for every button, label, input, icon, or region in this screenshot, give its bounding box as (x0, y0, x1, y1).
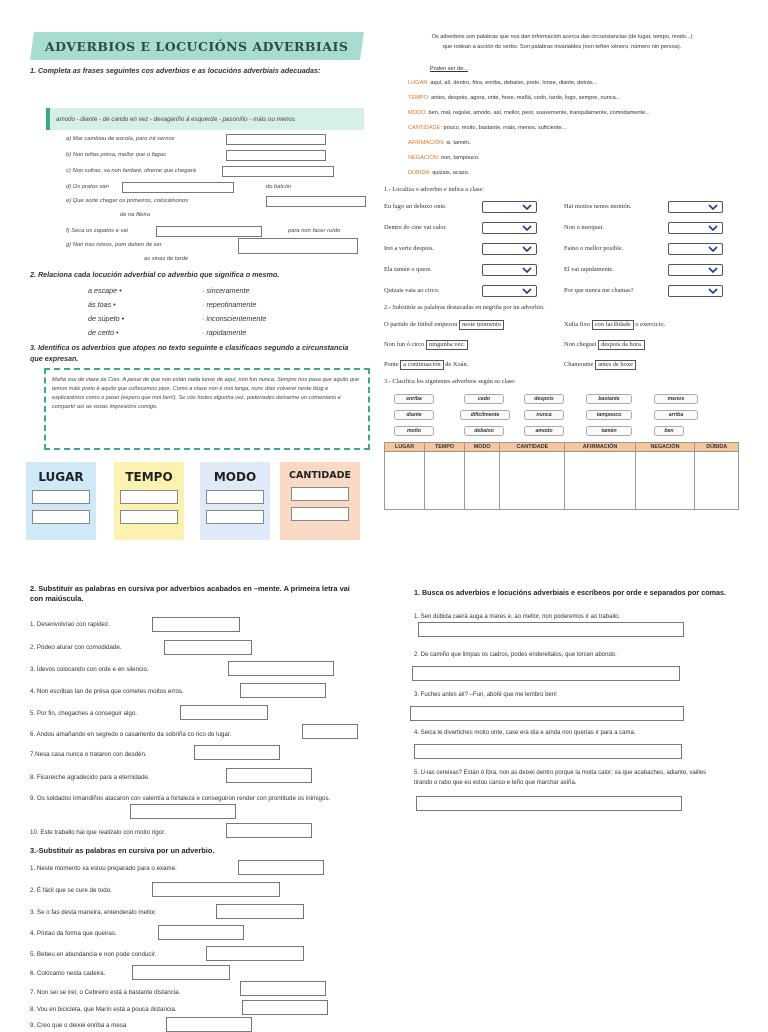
chevron-down-icon (708, 267, 718, 274)
class-values: quizais, acaso. (432, 170, 470, 176)
category-cantidade-field-2[interactable] (291, 507, 349, 521)
adverb-chip[interactable]: enriba (394, 394, 434, 404)
drop-cell[interactable] (695, 452, 739, 510)
class-lugar (408, 80, 597, 86)
category-tempo (114, 462, 184, 540)
chevron-down-icon (522, 225, 532, 232)
answer2-field-6[interactable] (132, 965, 230, 980)
substitute-field-3[interactable]: ningunha vez. (426, 340, 468, 350)
answer2-field-9[interactable] (166, 1017, 252, 1032)
classes-subtitle: Poden ser de... (430, 66, 468, 72)
exercise-3-heading: 3.-Substituír as palabras en cursiva por un adverbio. (30, 846, 215, 855)
classification-drop-row (385, 452, 739, 510)
locution-de-certo[interactable]: de certo • (88, 328, 119, 337)
class-dubida (408, 170, 469, 176)
class-key: LUGAR: (408, 80, 429, 86)
word-bank: amodo - diante - de cando en vez - devagariño á esquerda - pasoniño - máis ou menos (46, 108, 364, 130)
sentence-f-tail: para non facer ruído (288, 228, 341, 234)
answer-field-6[interactable] (302, 724, 358, 739)
class-select-right-5[interactable] (668, 285, 723, 297)
class-values: ben, mal, regular, amodo, así, mellor, peor, suavemente, tranquilamente, comodamente... (428, 110, 650, 116)
adverb-inconscientemente[interactable]: · inconscientemente (202, 314, 267, 323)
item2-5: 5. Bebeu en abundancia e non pode conducir. (30, 951, 157, 958)
sentence-right-2: Non o merquei. (564, 224, 604, 231)
item2-2: 2. É fácil que se cure de todo. (30, 887, 112, 894)
exercise-3-heading: 3. Identifica os adverbios que atopes no texto seguinte e clasifícaos segundo a circunstancia que expresan. (30, 343, 349, 363)
substitute-field-1[interactable]: neste momento (459, 320, 504, 330)
class-select-right-4[interactable] (668, 264, 723, 276)
worksheet-substitution (30, 584, 360, 1029)
worksheet-title: ADVERBIOS E LOCUCIÓNS ADVERBIAIS (45, 38, 349, 54)
class-key: CANTIDADE: (408, 125, 442, 131)
class-key: AFIRMACIÓN: (408, 140, 445, 146)
class-modo (408, 110, 650, 116)
category-tempo-label: TEMPO (125, 470, 173, 484)
item-3: 3. Ídevos colocando con orde e en silencio. (30, 666, 149, 673)
find-answer-field-3[interactable] (410, 706, 684, 721)
class-cantidade (408, 125, 566, 131)
drop-cell[interactable] (565, 452, 635, 510)
sentence-left-3: Irei a verte despois. (384, 245, 435, 252)
sentence-g-tail: as sinas de tarde (144, 256, 189, 262)
substitute-row-5 (384, 360, 468, 370)
col-header: LUGAR (385, 443, 425, 452)
class-select-left-1[interactable] (482, 201, 537, 213)
find-answer-field-1[interactable] (418, 622, 684, 637)
answer-b-field[interactable] (226, 150, 326, 161)
sentence-e-tail: de na fileira (120, 212, 150, 218)
answer2-field-7[interactable] (240, 981, 326, 996)
substitute-row-4 (564, 340, 645, 350)
item-1: 1. Desenvolvíao con rapidez. (30, 621, 110, 628)
item-6: 6. Andou amañando en segredo o casamento da sobriña co rico do lugar. (30, 731, 232, 738)
adverb-chip[interactable]: amodo (524, 426, 564, 436)
drop-cell[interactable] (635, 452, 695, 510)
exercise-1-heading: 1. Completa as frases seguintes cos adverbios e as locucións adverbiais adecuadas: (30, 66, 321, 75)
answer-c-field[interactable] (222, 166, 334, 177)
find-answer-field-4[interactable] (414, 744, 682, 759)
answer-field-4[interactable] (240, 683, 326, 698)
exercise-1-heading: 1. Busca os adverbios e locucións adverbiais e escríbeos por orde e separados por comas. (414, 588, 726, 597)
exercise-2-heading: 2. Substituír as palabras en cursiva por adverbios acabados en –mente. A primeira letra vai con maiúscula. (30, 584, 350, 603)
substitute-field-2[interactable]: con facilidade (592, 320, 634, 330)
class-key: NEGACIÓN: (408, 155, 440, 161)
substitute-field-4[interactable]: despois da hora. (598, 340, 645, 350)
worksheet-find-adverbs (410, 584, 740, 834)
answer-a-field[interactable] (226, 134, 326, 145)
exercise-3-heading: 3.- Clasifica los siguientes adverbios según su clase: (384, 378, 516, 385)
sentence-d-tail: do balcón (266, 184, 292, 190)
adverb-chip[interactable]: nunca (524, 410, 564, 420)
class-values: aquí, alí, dentro, fóra, enriba, debaixo, preto, lonxe, diante, detrás... (430, 80, 598, 86)
col-header: DÚBIDA (695, 443, 739, 452)
class-tempo (408, 95, 620, 101)
substitute-text: Xulia fixo (564, 321, 591, 328)
chevron-down-icon (522, 267, 532, 274)
substitute-text: O partido de fútbol empezou (384, 321, 458, 328)
item2-1: 1. Neste momento xa estou preparado para o exame. (30, 865, 177, 872)
classification-header-row (385, 443, 739, 452)
item2-4: 4. Píntao da forma que queiras. (30, 930, 117, 937)
class-select-right-3[interactable] (668, 243, 723, 255)
class-select-right-2[interactable] (668, 222, 723, 234)
sentence-e: e) Que sorte chegar os primeiros, colocámonos (66, 198, 189, 204)
chevron-down-icon (522, 246, 532, 253)
classification-table (384, 442, 739, 510)
class-afirmacion (408, 140, 470, 146)
find-item-5: 5. U-las cereixas? Están ó fóra, non as deixei dentro porque la moita calor; xa que acabaches, adiante, vailles tirando o rabo que eu estou canso e teño que marchar axiña. (414, 770, 707, 786)
answer-field-10[interactable] (226, 823, 312, 838)
answer-g-field[interactable] (238, 238, 358, 254)
answer2-field-8[interactable] (242, 1000, 328, 1015)
substitute-text: Ponte (384, 361, 399, 368)
substitute-row-6 (564, 360, 636, 370)
adverb-chip[interactable]: tamén (586, 426, 632, 436)
class-select-left-5[interactable] (482, 285, 537, 297)
substitute-row-3 (384, 340, 468, 350)
category-lugar (26, 462, 96, 540)
answer2-field-4[interactable] (158, 925, 244, 940)
answer-field-3[interactable] (228, 661, 334, 676)
category-cantidade-label: CANTIDADE (289, 470, 351, 481)
substitute-field-6[interactable]: antes de hoxe (595, 360, 636, 370)
item-8: 8. Ficareiche agradecido para a eternidade. (30, 774, 150, 781)
find-item-2: 2. De camiño que limpas os cadros, podes endereitalos, que torcen abondo. (414, 652, 617, 658)
substitute-row-2 (564, 320, 665, 330)
item-7: 7.Nesa casa nunca o trataron con desdén. (30, 751, 147, 758)
answer-e-field[interactable] (266, 196, 366, 207)
reading-text-box: Mañá vou de viaxe ás Cíes. A pesar de que non están nada lonxe de aquí, non fun nunca. Sempre nos pasa que aquilo que temos máis preto é aquilo que coñecemos peor. Como a viaxe non é moi longa, nunc dias volverei neste blog e explicaréivos como o pasei (espero que moi ben!). Se vós fostes algunha vez, poderiades deixarme un comentario e compartir así as vosas impresións comigo. (44, 368, 370, 450)
adverb-chip[interactable]: ben (654, 426, 684, 436)
category-modo-field-1[interactable] (206, 490, 264, 504)
item2-8: 8. Vou en bicicleta, que Marín está a pouca distancia. (30, 1006, 177, 1013)
item2-3: 3. Se o fas desta maneira, entenderalo mellor. (30, 909, 157, 916)
drop-cell[interactable] (425, 452, 465, 510)
col-header: CANTIDADE (500, 443, 565, 452)
class-negacion (408, 155, 480, 161)
adverb-chip[interactable]: moito (394, 426, 434, 436)
exercise-1-heading: 1.- Localiza o adverbio e indica a clase: (384, 186, 484, 193)
sentence-left-2: Dentro do cine vai calor. (384, 224, 447, 231)
drop-cell[interactable] (385, 452, 425, 510)
category-modo-label: MODO (213, 470, 257, 484)
category-cantidade (280, 462, 360, 540)
class-values: antes, despois, agora, onte, hoxe, mañá, cedo, tarde, logo, sempre, nunca... (431, 95, 621, 101)
sentence-left-5: Quizais vaia ao circo. (384, 287, 440, 294)
answer-field-1[interactable] (152, 617, 240, 632)
category-cantidade-field-1[interactable] (291, 487, 349, 501)
find-item-4: 4. Seica te divertiches moito onte, case era día e aínda non querías ir para a cama. (414, 730, 636, 736)
sentence-right-1: Hai moitos nenos montón. (564, 203, 632, 210)
worksheet-title-banner (30, 32, 364, 60)
sentence-a: a) Mar cambiou de escola, paro irá vernos (66, 136, 175, 142)
definition-line-2: que rodean a acción do verbo. Son palabras invariables (non teñen xénero, número nin persoa). (442, 44, 682, 50)
adverb-chip[interactable]: tampouco (586, 410, 632, 420)
col-header: TEMPO (425, 443, 465, 452)
chevron-down-icon (708, 288, 718, 295)
sentence-left-4: Ela tamén o quere. (384, 266, 432, 273)
class-key: MODO: (408, 110, 427, 116)
sentence-b: b) Non tefias présa, mellor que o fagas (66, 152, 166, 158)
adverb-repentinamente[interactable]: · repentinamente (202, 300, 257, 309)
adverb-chip[interactable]: menos (654, 394, 698, 404)
category-tempo-field-1[interactable] (120, 490, 178, 504)
sentence-d: d) Os pratos van (66, 184, 109, 190)
find-item-3: 3. Fuches antes alí? –Fun, abofé que me lembro ben! (414, 692, 557, 698)
answer-field-5[interactable] (180, 705, 268, 720)
answer2-field-3[interactable] (216, 904, 304, 919)
answer-field-2[interactable] (164, 640, 252, 655)
item-5: 5. Por fin, chegaches a conseguir algo. (30, 710, 137, 717)
class-values: pouco, moito, bastante, máis, menos, suficiente... (443, 125, 567, 131)
substitute-row-1 (384, 320, 504, 330)
answer2-field-5[interactable] (206, 946, 304, 961)
substitute-text: Non fun ó circo (384, 341, 425, 348)
sentence-g: g) Non tras nósos, pom deben de ser (66, 242, 162, 248)
category-modo (200, 462, 270, 540)
adverb-chip[interactable]: dificilmente (460, 410, 510, 420)
class-key: TEMPO: (408, 95, 430, 101)
substitute-field-5[interactable]: a continuación (400, 360, 443, 370)
sentence-right-4: El vai rapidamente. (564, 266, 614, 273)
adverb-chip[interactable]: cedo (464, 394, 504, 404)
adverb-chip[interactable]: bastante (586, 394, 632, 404)
substitute-text: Chamoume (564, 361, 594, 368)
class-select-left-3[interactable] (482, 243, 537, 255)
locution-as-toas[interactable]: ás toas • (88, 300, 116, 309)
answer2-field-1[interactable] (238, 860, 324, 875)
sentence-right-5: Por que nunca me chamas? (564, 287, 634, 294)
adverb-chip[interactable]: arriba (654, 410, 698, 420)
class-select-left-2[interactable] (482, 222, 537, 234)
drop-cell[interactable] (500, 452, 565, 510)
class-values: non, tampouco. (440, 155, 480, 161)
answer-d-field[interactable] (122, 182, 234, 193)
item-10: 10. Este traballo hai que realizalo con moito rigor. (30, 829, 166, 836)
answer2-field-2[interactable] (152, 882, 280, 897)
category-modo-field-2[interactable] (206, 510, 264, 524)
category-lugar-field-1[interactable] (32, 490, 90, 504)
substitute-text: Non cheguei (564, 341, 597, 348)
chevron-down-icon (708, 246, 718, 253)
adverb-rapidamente[interactable]: · rapidamente (202, 328, 247, 337)
sentence-f: f) Seca os zapatos e vai (66, 228, 128, 234)
chevron-down-icon (708, 225, 718, 232)
answer-field-7[interactable] (194, 745, 280, 760)
chevron-down-icon (522, 288, 532, 295)
class-key: DÚBIDA: (408, 170, 431, 176)
adverb-sinceramente[interactable]: · sinceramente (202, 286, 250, 295)
adverb-chip[interactable]: diante (394, 410, 434, 420)
substitute-tail: de Xoán. (445, 361, 469, 368)
item-2: 2. Pódeo aturar con comodidade. (30, 644, 122, 651)
find-item-1: 1. Sen dúbida caerá auga a mares e, ao mellor, non poderemos ir ao traballo. (414, 614, 621, 620)
class-select-right-1[interactable] (668, 201, 723, 213)
worksheet-adverbios-clases (380, 30, 745, 515)
sentence-left-1: Eu fago un debuxo onte. (384, 203, 447, 210)
adverb-chip[interactable]: debaixo (464, 426, 504, 436)
sentence-c: c) Non sufras, xa non fardaré, direme que chegará (66, 168, 196, 174)
locution-de-supeto[interactable]: de súpeto • (88, 314, 125, 323)
item2-9: 9. Creo que o deixei enriba a mesa (30, 1022, 127, 1029)
col-header: MODO (465, 443, 500, 452)
item-4: 4. Non escribas tan de présa que cometes moitos erros. (30, 688, 184, 695)
answer-f-field[interactable] (156, 226, 262, 237)
answer-field-9[interactable] (130, 804, 236, 819)
find-answer-field-2[interactable] (412, 666, 680, 681)
item2-7: 7. Non sei se irei, o Cebreiro está a bastante distancia. (30, 989, 181, 996)
item2-6: 6. Colócamo nesta cadeira. (30, 970, 106, 977)
chevron-down-icon (522, 204, 532, 211)
item-9: 9. Os soldados irmandiños atacaron con valentía a fortaleza e conseguiron render con prontitude os inimigos. (30, 795, 331, 802)
class-values: si, tamén. (446, 140, 471, 146)
exercise-2-heading: 2. Relaciona cada locución adverbial co adverbio que significa o mesmo. (30, 270, 280, 279)
chevron-down-icon (708, 204, 718, 211)
find-answer-field-5[interactable] (416, 796, 682, 811)
worksheet-adverbios-galego (26, 30, 366, 510)
category-lugar-label: LUGAR (38, 470, 84, 484)
exercise-2-heading: 2.- Substitúe as palabras destacadas en negriña por un adverbio. (384, 304, 545, 311)
definition-line-1: Os adverbios son palabras que nos dan información acerca das circunstancias (de lugar, tempo, modo...) (431, 34, 693, 40)
category-lugar-field-2[interactable] (32, 510, 90, 524)
class-select-left-4[interactable] (482, 264, 537, 276)
answer-field-8[interactable] (226, 768, 312, 783)
substitute-tail: o exercicio. (635, 321, 666, 328)
definition-block (388, 32, 736, 62)
drop-cell[interactable] (465, 452, 500, 510)
category-tempo-field-2[interactable] (120, 510, 178, 524)
col-header: AFIRMACIÓN (565, 443, 635, 452)
col-header: NEGACIÓN (635, 443, 695, 452)
adverb-chip[interactable]: despois (524, 394, 564, 404)
sentence-right-3: Faino o mellor posible. (564, 245, 624, 252)
locution-a-escape[interactable]: a escape • (88, 286, 122, 295)
